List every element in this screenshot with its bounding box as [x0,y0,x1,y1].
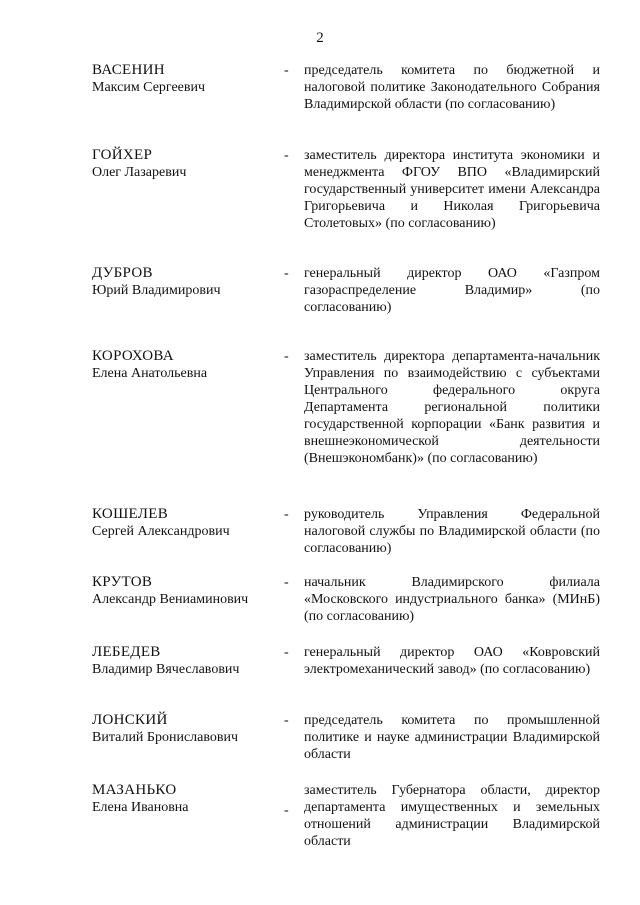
member-surname: КРУТОВ [92,574,153,590]
member-name [92,644,282,678]
member-given-name: Владимир Вячеславович [92,662,240,677]
dash-separator: - [284,713,289,728]
member-role: заместитель Губернатора области, директор департамента имущественных и земельных отношений администрации Владимирской области [304,783,600,849]
member-entry-dubrov [0,265,640,315]
member-given-name: Елена Ивановна [92,800,189,815]
dash-separator: - [284,645,289,660]
member-surname: КОШЕЛЕВ [92,506,169,522]
member-surname: ЛОНСКИЙ [92,712,168,728]
member-entry-lebedev [0,644,640,677]
member-name [92,147,282,181]
member-role: генеральный директор ОАО «Ковровский электромеханический завод» (по согласованию) [304,645,600,677]
member-role: председатель комитета по промышленной политике и науке администрации Владимирской области [304,713,600,762]
member-surname: КОРОХОВА [92,348,174,364]
member-entry-mazanko [0,782,640,849]
member-role: начальник Владимирского филиала «Московского индустриального банка» (МИнБ) (по согласованию) [304,575,600,624]
member-entry-lonskiy [0,712,640,762]
member-role: генеральный директор ОАО «Газпром газораспределение Владимир» (по согласованию) [304,266,600,315]
member-given-name: Виталий Брониславович [92,730,239,745]
member-entry-vasenin [0,62,640,112]
dash-separator: - [284,266,289,281]
member-entry-krutov [0,574,640,624]
member-role: заместитель директора института экономики и менеджмента ФГОУ ВПО «Владимирский государственный университет имени Александра Григорьевича и Николая Григорьевича Столетовых» (по согласованию) [304,148,600,231]
member-entry-koshelev [0,506,640,556]
member-surname: МАЗАНЬКО [92,782,177,798]
dash-separator: - [284,575,289,590]
member-given-name: Сергей Александрович [92,524,230,539]
member-given-name: Олег Лазаревич [92,165,187,180]
member-surname: ВАСЕНИН [92,62,165,78]
member-role: руководитель Управления Федеральной налоговой службы по Владимирской области (по согласованию) [304,507,600,556]
dash-separator: - [284,349,289,364]
member-name [92,348,282,382]
member-role: заместитель директора департамента-начальник Управления по взаимодействию с субъектами Центрального федерального округа Департамента региональной политики государственной корпорации «Банк развития и внешнеэкономической деятельности (Внешэкономбанк)» (по согласованию) [304,349,600,466]
dash-separator: - [284,803,289,818]
member-given-name: Елена Анатольевна [92,366,208,381]
member-surname: ДУБРОВ [92,265,153,281]
dash-separator: - [284,63,289,78]
member-given-name: Максим Сергеевич [92,80,206,95]
member-surname: ЛЕБЕДЕВ [92,644,161,660]
member-name [92,265,282,299]
page-number: 2 [316,30,324,46]
member-entry-korokhova [0,348,640,466]
dash-separator: - [284,507,289,522]
member-name [92,62,282,96]
member-given-name: Юрий Владимирович [92,283,221,298]
member-given-name: Александр Вениаминович [92,592,249,607]
member-surname: ГОЙХЕР [92,147,153,163]
member-name [92,782,282,816]
member-name [92,712,282,746]
dash-separator: - [284,148,289,163]
member-name [92,574,282,608]
member-name [92,506,282,540]
member-entry-goykher [0,147,640,231]
member-role: председатель комитета по бюджетной и налоговой политике Законодательного Собрания Владимирской области (по согласованию) [304,63,600,112]
